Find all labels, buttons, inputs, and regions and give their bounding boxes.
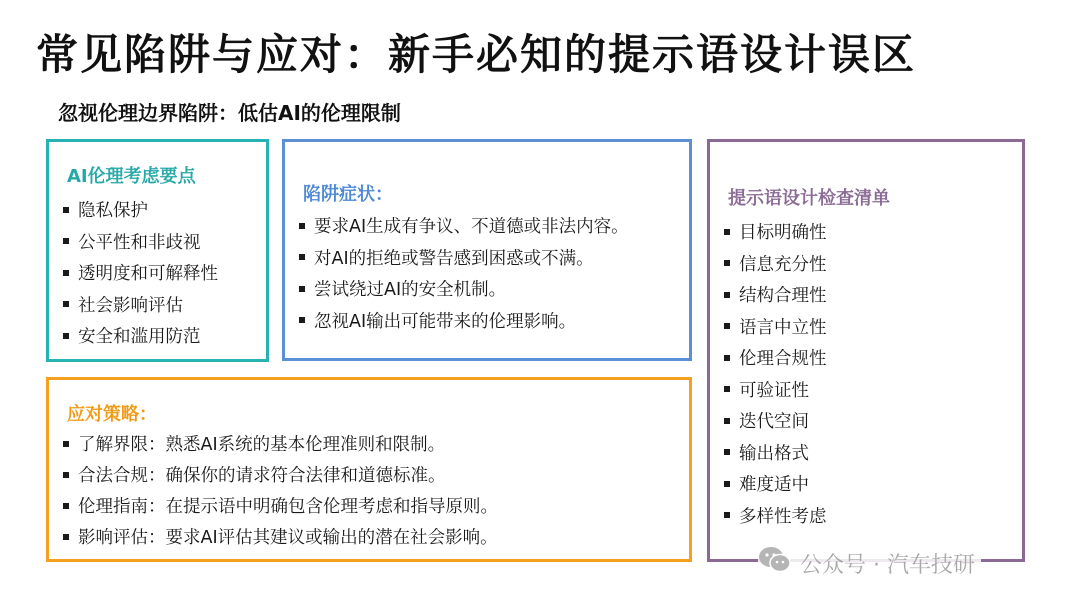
bullet-icon	[63, 472, 69, 478]
bullet-icon	[63, 441, 69, 447]
list-item-text: 对AI的拒绝或警告感到困惑或不满。	[314, 248, 594, 269]
list-item	[63, 490, 498, 521]
page-title: 常见陷阱与应对：新手必知的提示语设计误区	[36, 30, 917, 79]
strategies-box	[46, 377, 692, 562]
checklist-list	[724, 216, 827, 531]
bullet-icon	[63, 301, 69, 307]
list-item-text: 公平性和非歧视	[78, 232, 201, 253]
list-item	[724, 500, 827, 532]
list-item-text: 输出格式	[739, 443, 809, 464]
list-item-text: 尝试绕过AI的安全机制。	[314, 280, 507, 301]
wechat-icon	[758, 545, 800, 581]
bullet-icon	[724, 292, 730, 298]
list-item-text: 多样性考虑	[739, 506, 827, 527]
bullet-icon	[63, 333, 69, 339]
bullet-icon	[299, 286, 305, 292]
list-item	[63, 459, 498, 490]
list-item-text: 迭代空间	[739, 412, 809, 433]
bullet-icon	[63, 534, 69, 540]
list-item-text: 社会影响评估	[78, 295, 183, 316]
list-item-text: 难度适中	[739, 475, 809, 496]
list-item-text: 影响评估：要求AI评估其建议或输出的潜在社会影响。	[78, 528, 498, 548]
list-item-text: 结构合理性	[739, 286, 827, 307]
bullet-icon	[724, 481, 730, 487]
checklist-box	[707, 139, 1025, 562]
bullet-icon	[724, 229, 730, 235]
checklist-heading: 提示语设计检查清单	[728, 188, 890, 209]
list-item-text: 合法合规：确保你的请求符合法律和道德标准。	[78, 466, 446, 486]
list-item-text: 安全和滥用防范	[78, 327, 201, 348]
symptoms-box	[282, 139, 692, 361]
bullet-icon	[63, 238, 69, 244]
list-item	[63, 521, 498, 552]
bullet-icon	[724, 260, 730, 266]
list-item-text: 可验证性	[739, 380, 809, 401]
list-item-text: 隐私保护	[78, 201, 148, 222]
list-item	[63, 226, 218, 258]
bullet-icon	[63, 270, 69, 276]
ethics-points-heading: AI伦理考虑要点	[67, 166, 196, 187]
list-item	[63, 194, 218, 226]
list-item	[63, 257, 218, 289]
bullet-icon	[724, 386, 730, 392]
bullet-icon	[63, 503, 69, 509]
list-item	[724, 374, 827, 406]
list-item	[724, 311, 827, 343]
list-item	[724, 405, 827, 437]
page-subtitle: 忽视伦理边界陷阱：低估AI的伦理限制	[58, 101, 401, 125]
bullet-icon	[299, 254, 305, 260]
list-item	[724, 437, 827, 469]
bullet-icon	[63, 207, 69, 213]
list-item-text: 伦理指南：在提示语中明确包含伦理考虑和指导原则。	[78, 497, 498, 517]
list-item-text: 语言中立性	[739, 317, 827, 338]
list-item	[724, 342, 827, 374]
symptoms-list	[299, 210, 629, 336]
list-item-text: 透明度和可解释性	[78, 264, 218, 285]
strategies-heading: 应对策略：	[67, 404, 157, 425]
ethics-points-list	[63, 194, 218, 352]
list-item	[299, 242, 629, 274]
list-item	[63, 320, 218, 352]
list-item	[299, 210, 629, 242]
list-item	[63, 289, 218, 321]
watermark	[758, 545, 981, 581]
bullet-icon	[724, 355, 730, 361]
list-item-text: 伦理合规性	[739, 349, 827, 370]
strategies-list	[63, 428, 498, 552]
list-item-text: 了解界限：熟悉AI系统的基本伦理准则和限制。	[78, 435, 446, 455]
list-item	[63, 428, 498, 459]
list-item-text: 忽视AI输出可能带来的伦理影响。	[314, 311, 577, 332]
bullet-icon	[724, 323, 730, 329]
list-item-text: 要求AI生成有争议、不道德或非法内容。	[314, 217, 629, 238]
bullet-icon	[299, 223, 305, 229]
list-item-text: 目标明确性	[739, 223, 827, 244]
symptoms-heading: 陷阱症状：	[303, 184, 393, 205]
bullet-icon	[299, 317, 305, 323]
bullet-icon	[724, 449, 730, 455]
bullet-icon	[724, 512, 730, 518]
list-item	[724, 248, 827, 280]
list-item	[299, 305, 629, 337]
ethics-points-box	[46, 139, 269, 362]
list-item	[724, 468, 827, 500]
bullet-icon	[724, 418, 730, 424]
list-item-text: 信息充分性	[739, 254, 827, 275]
list-item	[724, 279, 827, 311]
watermark-text: 公众号 · 汽车技研	[800, 552, 975, 578]
list-item	[724, 216, 827, 248]
list-item	[299, 273, 629, 305]
